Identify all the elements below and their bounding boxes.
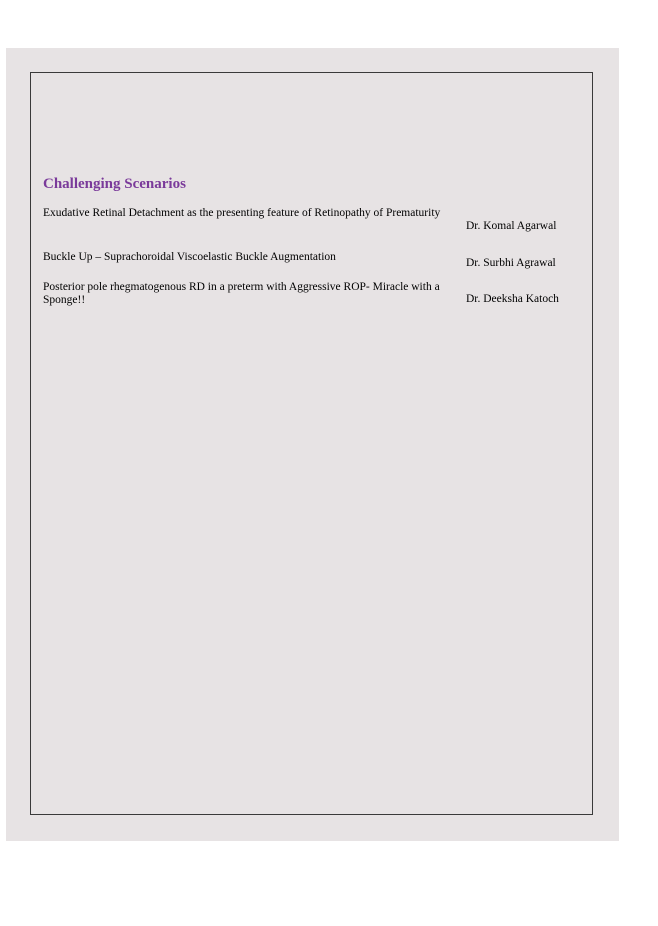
entry-author: Dr. Komal Agarwal xyxy=(466,220,557,232)
entry-title: Exudative Retinal Detachment as the presenting feature of Retinopathy of Prematurity xyxy=(43,207,441,219)
entry-author: Dr. Surbhi Agrawal xyxy=(466,257,556,269)
entry-title: Buckle Up – Suprachoroidal Viscoelastic Buckle Augmentation xyxy=(43,251,336,263)
section-title: Challenging Scenarios xyxy=(43,176,186,192)
entry-author: Dr. Deeksha Katoch xyxy=(466,293,559,305)
entry-title: Posterior pole rhegmatogenous RD in a preterm with Aggressive ROP- Miracle with a Sponge!! xyxy=(43,281,440,306)
